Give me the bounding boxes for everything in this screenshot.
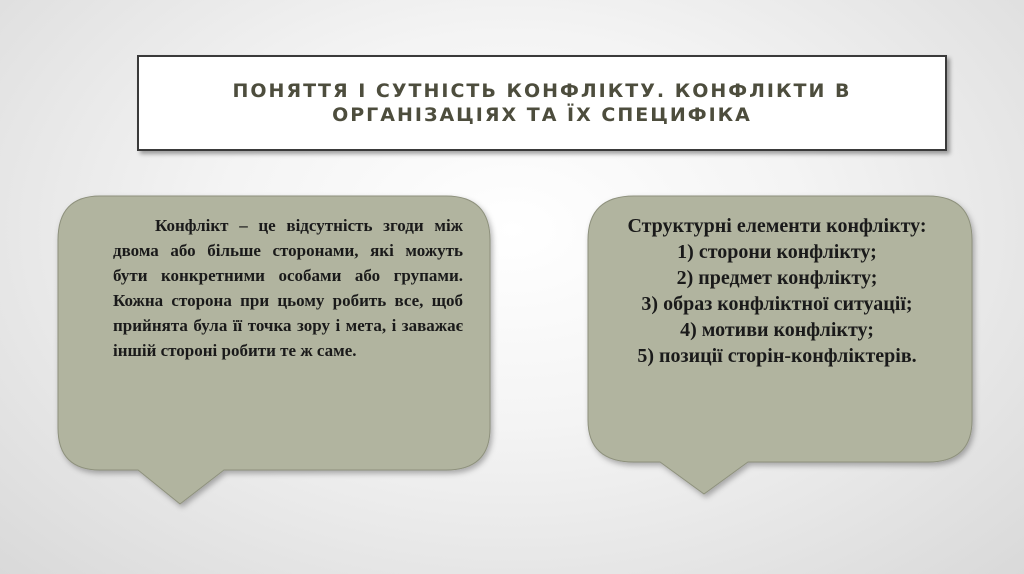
title-box [137, 55, 947, 151]
conflict-definition-text: Конфлікт – це відсутність згоди між двома або більше сторонами, які можуть бути конкретними особами або групами. Кожна сторона при цьому робить все, щоб прийнята була її точка зору і мета, і заважає іншій стороні робити те ж саме. [113, 216, 463, 360]
list-item: 2) предмет конфлікту; [676, 267, 878, 289]
list-item: 3) образ конфліктної ситуації; [641, 293, 913, 315]
structural-elements-list [612, 239, 942, 369]
list-item: 4) мотиви конфлікту; [680, 319, 874, 341]
slide-title: ПОНЯТТЯ І СУТНІСТЬ КОНФЛІКТУ. КОНФЛІКТИ В ОРГАНІЗАЦІЯХ ТА ЇХ СПЕЦИФІКА [232, 80, 852, 126]
structural-elements-block [612, 213, 942, 369]
list-item: 5) позиції сторін-конфліктерів. [637, 345, 917, 367]
structural-elements-heading: Структурні елементи конфлікту: [627, 215, 927, 237]
list-item: 1) сторони конфлікту; [677, 241, 877, 263]
